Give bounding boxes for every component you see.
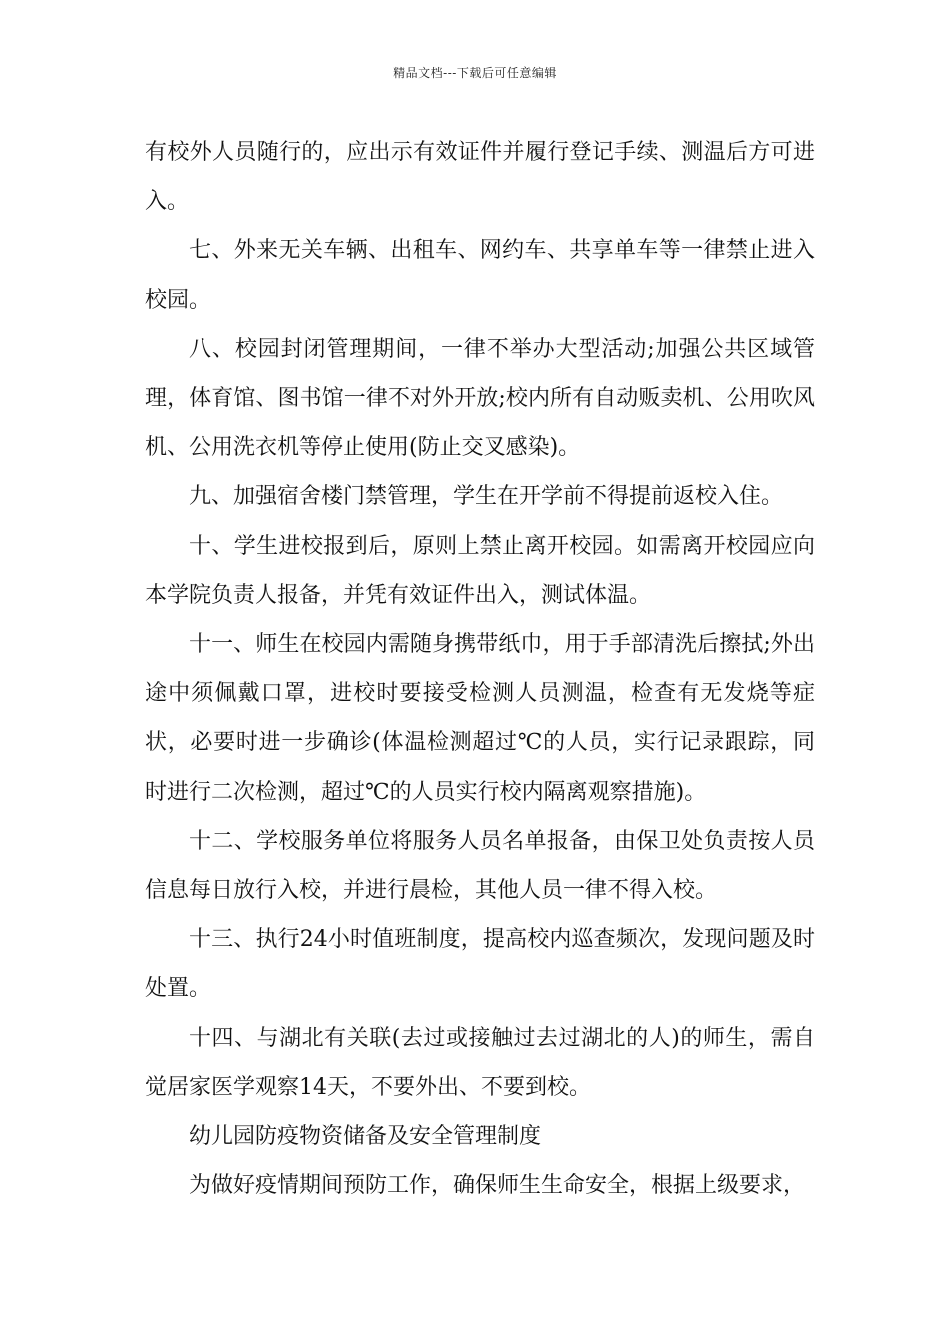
paragraph-8: 十三、执行24小时值班制度，提高校内巡查频次，发现问题及时处置。 xyxy=(145,927,815,1002)
document-body xyxy=(145,128,815,1210)
paragraph-6: 十一、师生在校园内需随身携带纸巾，用于手部清洗后擦拭;外出途中须佩戴口罩，进校时要接受检测人员测温，检查有无发烧等症状，必要时进一步确诊(体温检测超过℃的人员，实行记录跟踪，同时进行二次检测，超过℃的人员实行校内隔离观察措施)。 xyxy=(145,632,815,805)
paragraph-9: 十四、与湖北有关联(去过或接触过去过湖北的人)的师生，需自觉居家医学观察14天，不要外出、不要到校。 xyxy=(145,1025,815,1100)
paragraph-2: 七、外来无关车辆、出租车、网约车、共享单车等一律禁止进入校园。 xyxy=(145,238,815,313)
paragraph-4: 九、加强宿舍楼门禁管理，学生在开学前不得提前返校入住。 xyxy=(189,484,784,510)
page-header: 精品文档---下载后可任意编辑 xyxy=(393,66,557,80)
section-heading: 幼儿园防疫物资储备及安全管理制度 xyxy=(189,1124,542,1150)
paragraph-3: 八、校园封闭管理期间，一律不举办大型活动;加强公共区域管理，体育馆、图书馆一律不对外开放;校内所有自动贩卖机、公用吹风机、公用洗衣机等停止使用(防止交叉感染)。 xyxy=(145,336,815,461)
paragraph-7: 十二、学校服务单位将服务人员名单报备，由保卫处负责按人员信息每日放行入校，并进行晨检，其他人员一律不得入校。 xyxy=(145,828,815,904)
paragraph-5: 十、学生进校报到后，原则上禁止离开校园。如需离开校园应向本学院负责人报备，并凭有效证件出入，测试体温。 xyxy=(145,533,815,608)
paragraph-1: 有校外人员随行的，应出示有效证件并履行登记手续、测温后方可进入。 xyxy=(145,140,815,215)
paragraph-10: 为做好疫情期间预防工作，确保师生生命安全，根据上级要求， xyxy=(189,1173,806,1199)
